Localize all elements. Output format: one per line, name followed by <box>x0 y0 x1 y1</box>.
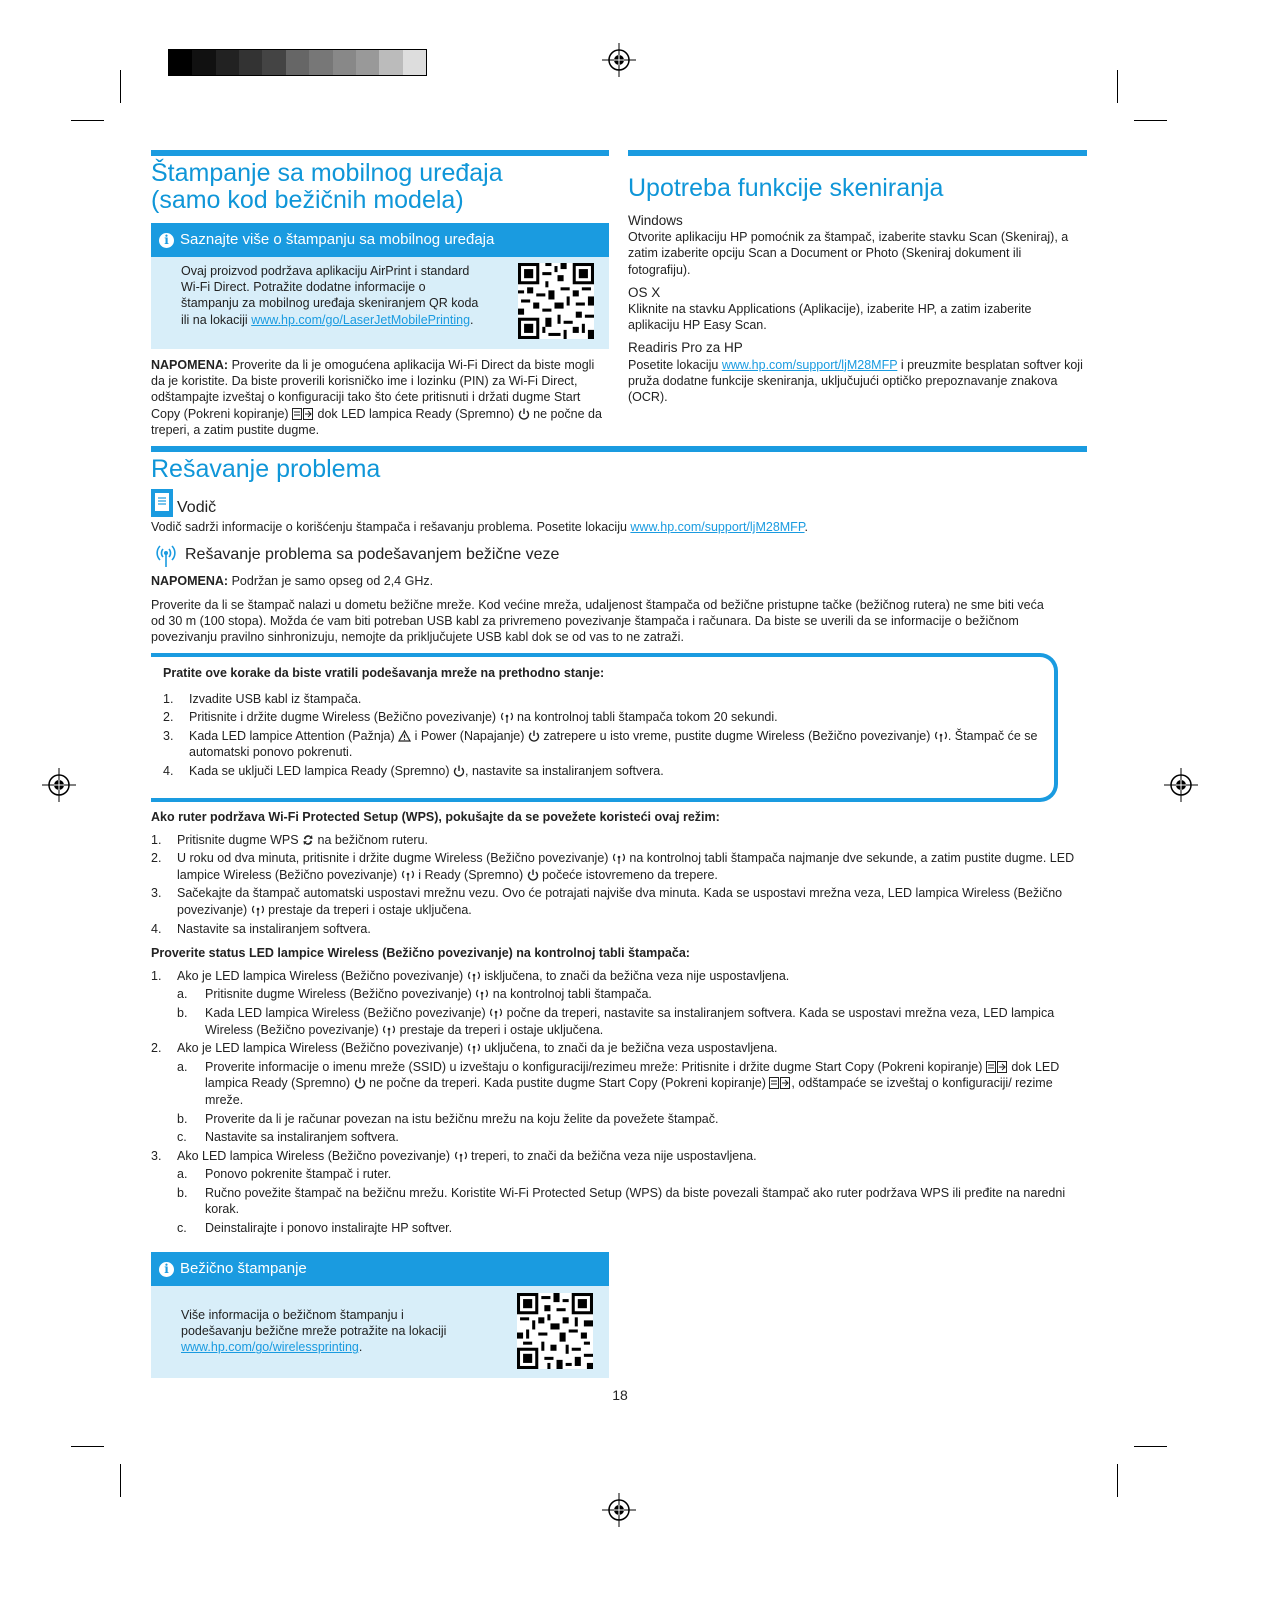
section-rule <box>151 446 1087 452</box>
guide-heading: Vodič <box>177 499 217 516</box>
mobile-info-header: i Saznajte više o štampanju sa mobilnog uređaja <box>151 223 609 257</box>
scan-windows-text: Otvorite aplikaciju HP pomoćnik za štampač, izaberite stavku Scan (Skeniraj), a zatim izaberite opciju Scan a Document or Photo (Skeniraj dokument ili fotografiju). <box>628 230 1069 277</box>
wireless-icon <box>467 970 481 982</box>
list-item: 4. Kada se uključi LED lampica Ready (Spremno) , nastavite sa instaliranjem softvera. <box>163 763 664 778</box>
crop-mark <box>71 120 104 121</box>
wireless-icon <box>475 988 489 1000</box>
guide-block <box>151 489 1087 535</box>
wireless-icon <box>454 1150 468 1162</box>
qr-code[interactable] <box>517 1293 593 1369</box>
guide-link[interactable]: www.hp.com/support/ljM28MFP <box>630 520 805 534</box>
reset-steps-heading: Pratite ove korake da biste vratili podešavanja mreže na prethodno stanje: <box>163 666 605 680</box>
list-item: 1. Ako je LED lampica Wireless (Bežično povezivanje) isključena, to znači da bežična veza nije uspostavljena. <box>151 968 790 983</box>
crop-mark <box>71 1446 104 1447</box>
attention-icon <box>398 730 411 742</box>
section-rule <box>151 150 609 156</box>
list-item: a. Pritisnite dugme Wireless (Bežično povezivanje) na kontrolnoj tabli štampača. <box>177 987 652 1002</box>
scan-windows-heading: Windows <box>628 213 683 228</box>
wireless-icon <box>467 1042 481 1054</box>
list-item: 3. Kada LED lampice Attention (Pažnja) i Power (Napajanje) zatrepere u isto vreme, pustite dugme Wireless (Bežično povezivanje) . Štampač će se automatski ponovo pokrenuti. <box>163 728 1038 760</box>
crop-mark <box>1134 120 1167 121</box>
list-item: b. Proverite da li je računar povezan na istu bežičnu mrežu na koju želite da povežete štampač. <box>177 1111 719 1126</box>
page-number: 18 <box>612 1387 628 1403</box>
list-item: 1. Pritisnite dugme WPS na bežičnom ruteru. <box>151 832 429 847</box>
scan-content <box>628 213 1083 405</box>
list-item: c. Nastavite sa instaliranjem softvera. <box>177 1130 399 1145</box>
list-item: c. Deinstalirajte i ponovo instalirajte HP softver. <box>177 1221 453 1236</box>
trouble-title: Rešavanje problema <box>151 455 381 483</box>
start-copy-icon <box>986 1061 1008 1073</box>
wps-heading: Ako ruter podržava Wi-Fi Protected Setup (WPS), pokušajte da se povežete koristeći ovaj režim: <box>151 810 720 824</box>
scan-title: Upotreba funkcije skeniranja <box>628 174 944 202</box>
reset-steps <box>163 665 1043 780</box>
list-item: a. Proverite informacije o imenu mreže (SSID) u izveštaju o konfiguraciji/rezimeu mreže: Pritisnite i držite dugme Start Copy (Pokreni kopiranje) dok LED lampica Ready (Spremno) ne počne da treperi. Kada pustite dugme Start Copy (Pokreni kopiranje) , odštampaće se izveštaj o konfiguraciji/ rezime mreže. <box>177 1059 1060 1107</box>
registration-mark-icon <box>602 1493 636 1527</box>
power-icon <box>527 869 539 881</box>
list-item: b. Ručno povežite štampač na bežičnu mrežu. Koristite Wi-Fi Protected Setup (WPS) da biste povezali štampač ako ruter podržava WPS ili pređite na naredni korak. <box>177 1185 1066 1217</box>
guide-document-icon <box>151 489 173 517</box>
wireless-icon <box>612 852 626 864</box>
mobile-info-body: Ovaj proizvod podržava aplikaciju AirPrint i standard Wi-Fi Direct. Potražite dodatne informacije o štampanju za mobilnog uređaja skeniranjem QR koda ili na lokaciji www.hp.com/go/LaserJetMobilePrinting. <box>151 257 609 349</box>
list-item: 2. U roku od dva minuta, pritisnite i držite dugme Wireless (Bežično povezivanje) na kontrolnoj tabli štampača najmanje dve sekunde, a zatim pustite dugme. LED lampice Wireless (Bežično povezivanje) i Ready (Spremno) počeće istovremeno da trepere. <box>151 851 1075 882</box>
start-copy-icon <box>769 1077 791 1089</box>
mobile-info-link[interactable]: www.hp.com/go/LaserJetMobilePrinting <box>251 312 471 327</box>
section-rule <box>628 150 1087 156</box>
start-copy-icon <box>292 408 314 420</box>
color-calibration-strip <box>168 49 427 76</box>
scan-readiris-heading: Readiris Pro za HP <box>628 340 743 356</box>
wireless-icon <box>401 869 415 881</box>
power-icon <box>453 765 465 777</box>
wireless-icon <box>382 1024 396 1036</box>
qr-code[interactable] <box>518 263 594 339</box>
crop-mark <box>120 1464 121 1497</box>
wireless-info-body: Više informacija o bežičnom štampanju i podešavanju bežične mreže potražite na lokaciji www.hp.com/go/wirelessprinting. <box>151 1286 609 1378</box>
crop-mark <box>1117 1464 1118 1497</box>
crop-mark <box>1117 70 1118 103</box>
list-item: 4. Nastavite sa instaliranjem softvera. <box>151 921 371 936</box>
power-icon <box>518 408 530 420</box>
wireless-info-text: Više informacija o bežičnom štampanju i podešavanju bežične mreže potražite na lokaciji <box>181 1308 447 1339</box>
scan-osx-heading: OS X <box>628 284 661 300</box>
scan-readiris-text: Posetite lokaciju www.hp.com/support/ljM28MFP i preuzmite besplatan softver koji pruža dodatne funkcije skeniranja, uključujući optičko prepoznavanje znakova (OCR). <box>628 357 1083 405</box>
wireless-icon <box>500 711 514 723</box>
power-icon <box>354 1077 366 1089</box>
scan-osx-text: Kliknite na stavku Applications (Aplikacije), izaberite HP, a zatim izaberite aplikaciju HP Easy Scan. <box>628 302 1032 333</box>
trouble-note: NAPOMENA: Podržan je samo opseg od 2,4 GHz. <box>151 574 434 588</box>
mobile-note: NAPOMENA: Proverite da li je omogućena aplikacija Wi-Fi Direct da biste mogli da je koristite. Da biste proverili korisničko ime i lozinku (PIN) za Wi-Fi Direct, odštampajte izveštaj o konfiguraciji tako što ćete pritisnuti i držati dugme Start Copy (Pokreni kopiranje) dok LED lampica Ready (Spremno) ne počne da treperi, a zatim pustite dugme. <box>151 358 602 437</box>
wireless-icon <box>251 904 265 916</box>
registration-mark-icon <box>42 768 76 802</box>
list-item: a. Ponovo pokrenite štampač i ruter. <box>177 1167 392 1182</box>
wireless-antenna-icon <box>151 542 181 568</box>
wireless-info-header: i Bežično štampanje <box>151 1252 609 1286</box>
list-item: b. Kada LED lampica Wireless (Bežično povezivanje) počne da treperi, nastavite sa instaliranjem softvera. Kada se uspostavi mrežna veza, LED lampica Wireless (Bežično povezivanje) prestaje da treperi i ostaje uključena. <box>177 1005 1055 1037</box>
list-item: 1. Izvadite USB kabl iz štampača. <box>163 691 362 706</box>
mobile-title: Štampanje sa mobilnog uređaja (samo kod bežičnih modela) <box>151 159 503 214</box>
crop-mark <box>1134 1446 1167 1447</box>
registration-mark-icon <box>1164 768 1198 802</box>
list-item: 2. Ako je LED lampica Wireless (Bežično povezivanje) uključena, to znači da je bežična veza uspostavljena. <box>151 1041 778 1056</box>
trouble-paragraph: Proverite da li se štampač nalazi u dometu bežične mreže. Kod većine mreža, udaljenost štampača od bežične pristupne tačke (bežičnog rutera) ne sme biti veća od 30 m (100 stopa). Možda će vam biti potreban USB kabl za privremeno povezivanje štampača i računara. Da biste se uverili da se informacije o bežičnom povezivanju pravilno sinhronizuju, nemojte da priključujete USB kabl dok se od vas to ne zatraži. <box>151 598 1044 645</box>
info-icon: i <box>159 233 174 248</box>
list-item: 3. Sačekajte da štampač automatski uspostavi mrežnu vezu. Ovo će potrajati najviše dva minuta. Kada se uspostavi mrežna veza, LED lampica Wireless (Bežično povezivanje) prestaje da treperi i ostaje uključena. <box>151 886 1063 917</box>
crop-mark <box>120 70 121 103</box>
registration-mark-icon <box>602 43 636 77</box>
wps-icon <box>302 834 314 846</box>
list-item: 3. Ako LED lampica Wireless (Bežično povezivanje) treperi, to znači da bežična veza nije uspostavljena. <box>151 1148 757 1163</box>
list-item: 2. Pritisnite i držite dugme Wireless (Bežično povezivanje) na kontrolnoj tabli štampača tokom 20 sekundi. <box>163 710 778 725</box>
power-icon <box>528 730 540 742</box>
wireless-icon <box>489 1007 503 1019</box>
mobile-info-text: Ovaj proizvod podržava aplikaciju AirPrint i standard Wi-Fi Direct. Potražite dodatne informacije o štampanju za mobilnog uređaja skeniranjem QR koda ili na lokaciji <box>181 264 479 327</box>
guide-text: Vodič sadrži informacije o korišćenju štampača i rešavanju problema. Posetite lokaciju www.hp.com/support/ljM28MFP. <box>151 520 809 534</box>
readiris-link[interactable]: www.hp.com/support/ljM28MFP <box>721 357 898 372</box>
wireless-heading: Rešavanje problema sa podešavanjem bežične veze <box>185 546 560 564</box>
wireless-icon <box>934 730 948 742</box>
wireless-info-link[interactable]: www.hp.com/go/wirelessprinting <box>181 1340 359 1355</box>
wps-and-status <box>151 809 1087 1237</box>
wireless-heading-row <box>151 542 559 568</box>
info-icon: i <box>159 1262 174 1277</box>
status-heading: Proverite status LED lampice Wireless (Bežično povezivanje) na kontrolnoj tabli štampača: <box>151 946 690 961</box>
